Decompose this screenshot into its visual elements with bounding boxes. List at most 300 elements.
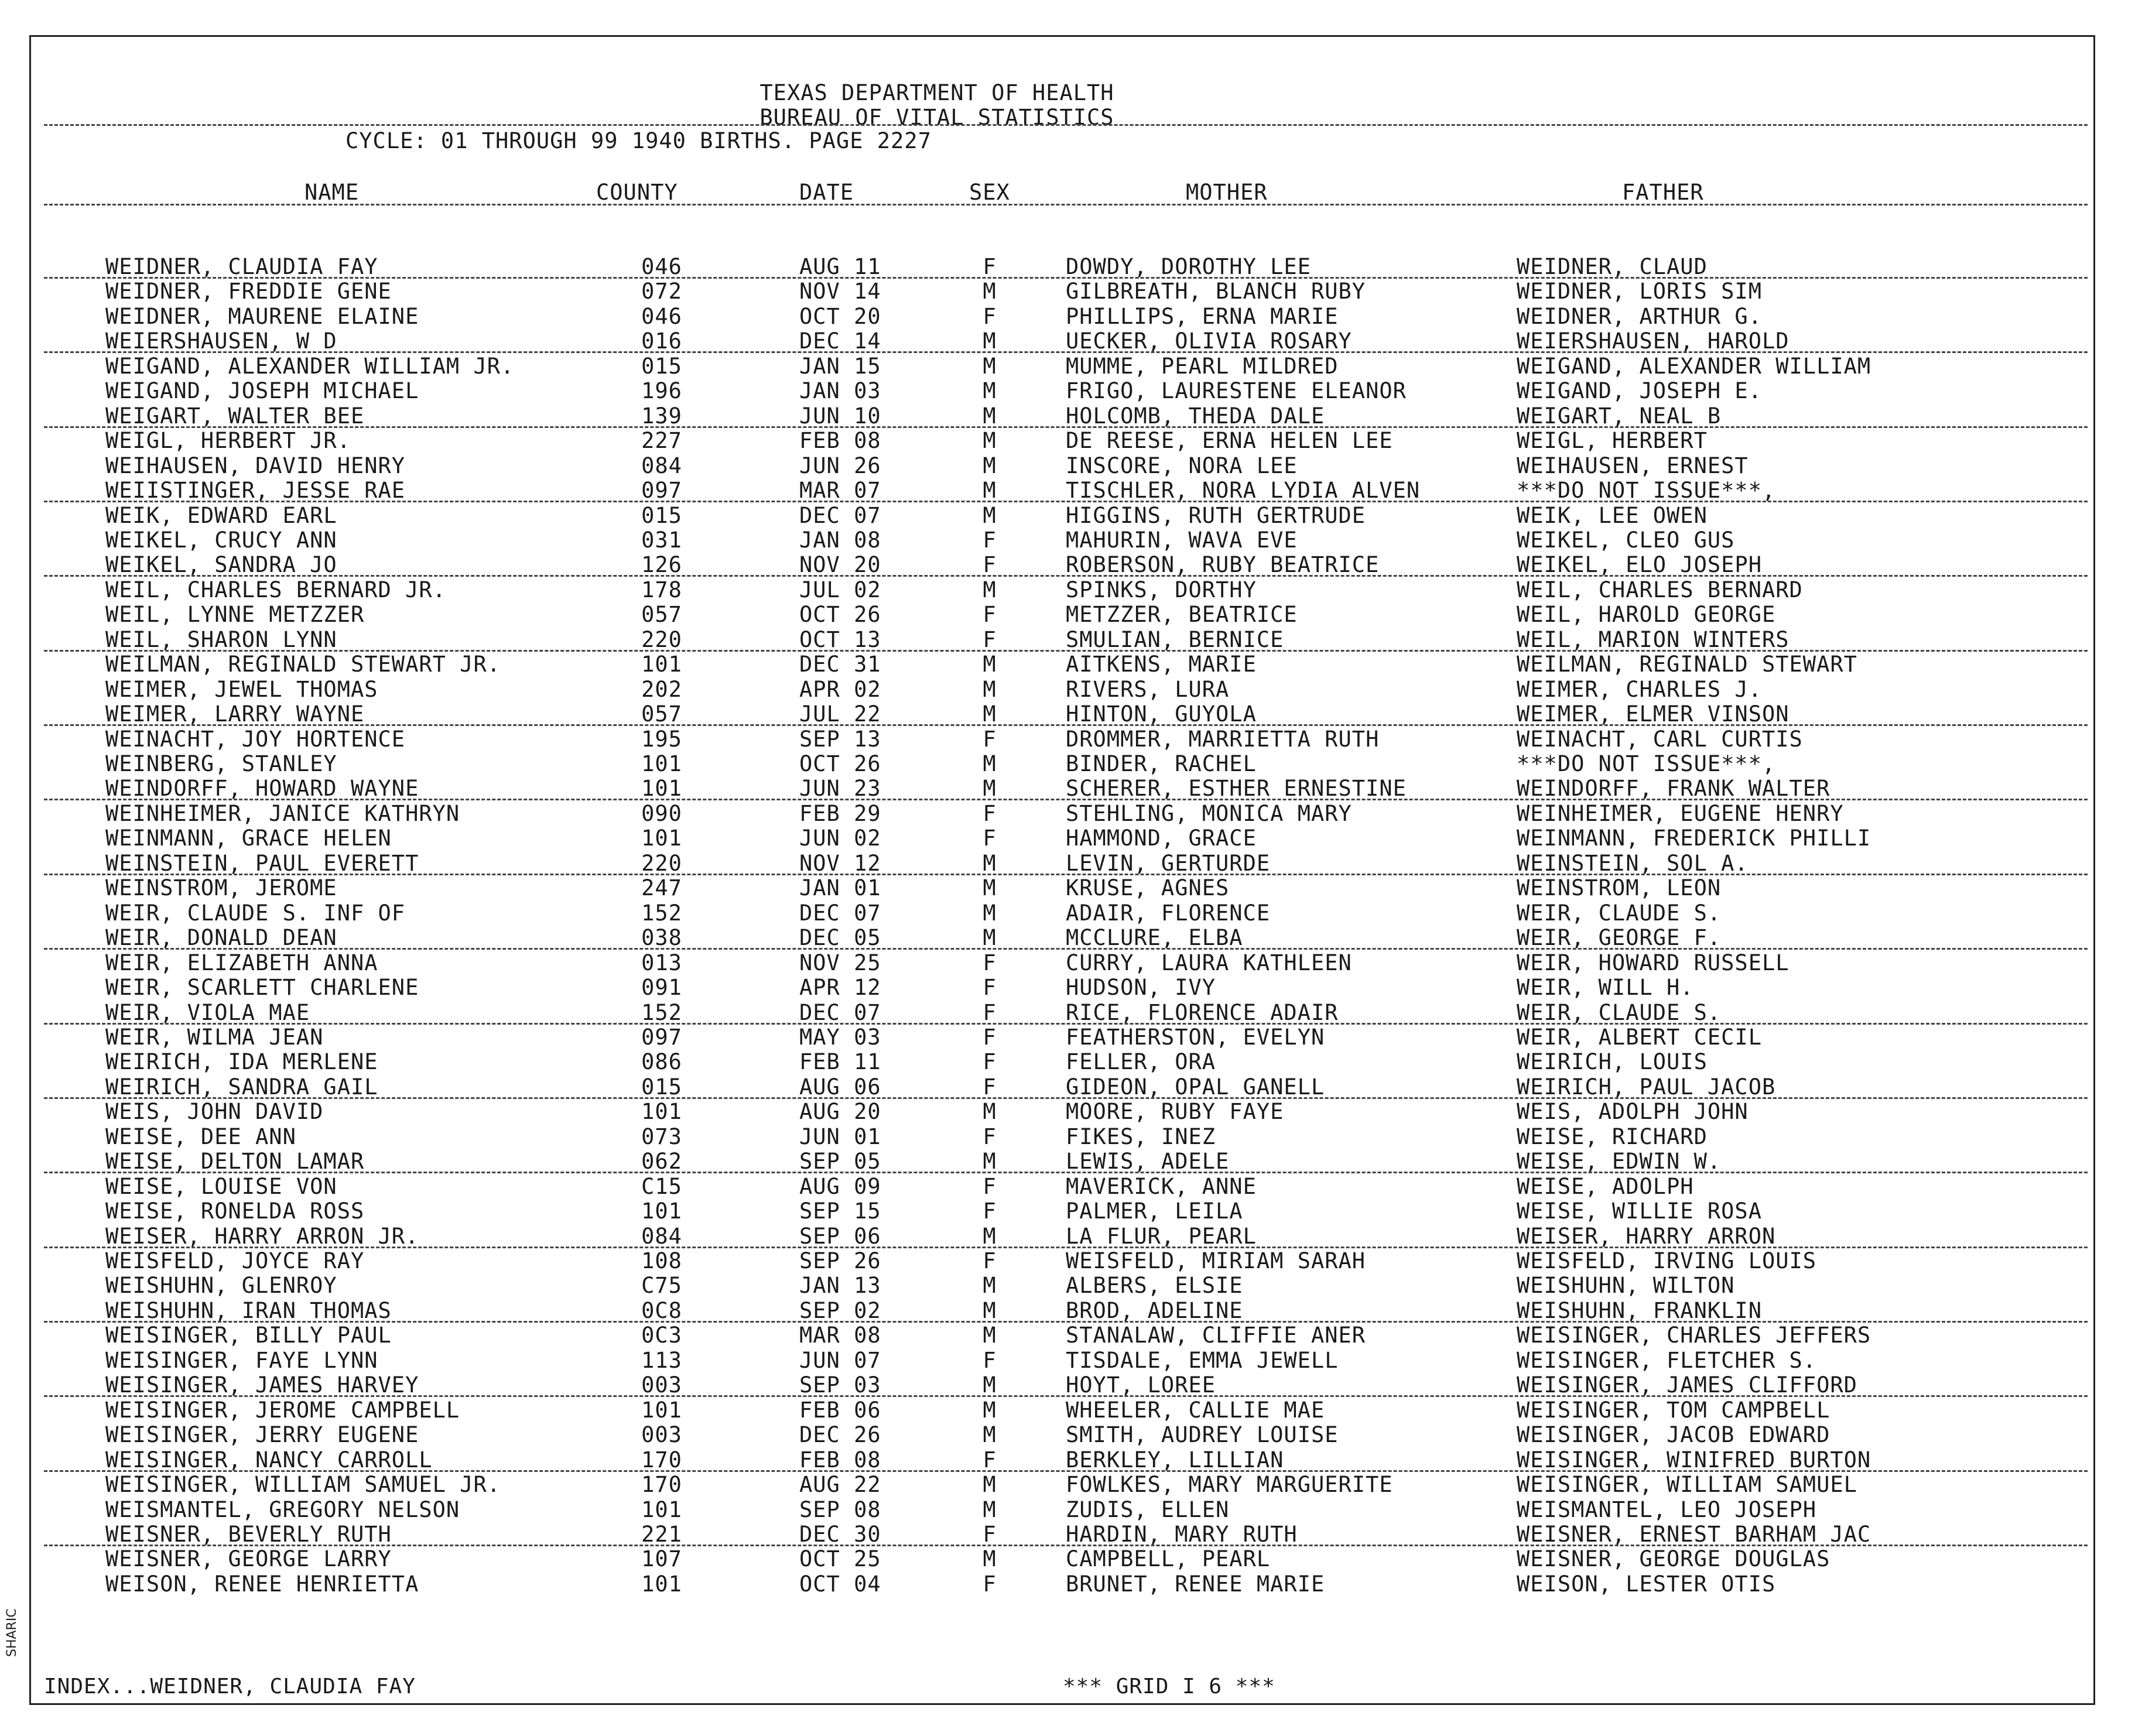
record-date: APR 12	[799, 975, 881, 1001]
record-name: WEIR, DONALD DEAN	[105, 925, 337, 951]
record-father: ***DO NOT ISSUE***,	[1517, 478, 1776, 504]
row-group-divider	[44, 575, 2088, 577]
record-sex: F	[983, 1521, 997, 1547]
record-sex: F	[983, 1347, 997, 1373]
record-father: WEIL, HAROLD GEORGE	[1517, 602, 1776, 628]
record-father: WEIS, ADOLPH JOHN	[1517, 1099, 1749, 1125]
record-date: OCT 25	[799, 1546, 881, 1572]
record-date: SEP 03	[799, 1372, 881, 1398]
record-date: JAN 01	[799, 875, 881, 901]
record-date: AUG 11	[799, 254, 881, 279]
record-father: WEISER, HARRY ARRON	[1517, 1223, 1776, 1249]
record-sex: F	[983, 254, 997, 279]
record-date: DEC 26	[799, 1422, 881, 1448]
record-sex: F	[983, 975, 997, 1001]
record-county: 038	[641, 925, 682, 951]
side-label: SHARIC	[5, 1608, 19, 1657]
record-date: JAN 13	[799, 1273, 881, 1299]
record-sex: M	[983, 1397, 997, 1423]
record-mother: BINDER, RACHEL	[1066, 751, 1257, 776]
record-county: 101	[641, 1571, 682, 1597]
record-mother: CURRY, LAURA KATHLEEN	[1066, 950, 1352, 975]
record-mother: BERKLEY, LILLIAN	[1066, 1447, 1284, 1473]
record-county: 101	[641, 776, 682, 802]
record-sex: M	[983, 577, 997, 602]
record-father: WEIR, CLAUDE S.	[1517, 999, 1722, 1025]
record-name: WEISE, DEE ANN	[105, 1124, 296, 1149]
record-date: JUN 26	[799, 453, 881, 478]
record-county: 101	[641, 1397, 682, 1423]
record-name: WEISINGER, WILLIAM SAMUEL JR.	[105, 1472, 501, 1498]
record-father: WEIR, ALBERT CECIL	[1517, 1024, 1762, 1050]
record-mother: SPINKS, DORTHY	[1066, 577, 1257, 602]
record-sex: M	[983, 1099, 997, 1125]
record-father: WEISFELD, IRVING LOUIS	[1517, 1248, 1817, 1273]
record-mother: PALMER, LEILA	[1066, 1199, 1243, 1224]
record-name: WEIL, SHARON LYNN	[105, 626, 337, 652]
record-name: WEINSTEIN, PAUL EVERETT	[105, 850, 419, 876]
record-father: WEIRICH, PAUL JACOB	[1517, 1074, 1776, 1100]
row-group-divider	[44, 724, 2088, 726]
record-name: WEISINGER, FAYE LYNN	[105, 1347, 378, 1373]
record-sex: M	[983, 279, 997, 304]
record-county: 220	[641, 850, 682, 876]
record-name: WEIKEL, SANDRA JO	[105, 552, 337, 578]
record-sex: M	[983, 751, 997, 776]
record-mother: TISDALE, EMMA JEWELL	[1066, 1347, 1339, 1373]
record-name: WEISINGER, JEROME CAMPBELL	[105, 1397, 460, 1423]
record-sex: M	[983, 403, 997, 429]
record-mother: MOORE, RUBY FAYE	[1066, 1099, 1284, 1125]
record-sex: M	[983, 1323, 997, 1348]
record-name: WEIK, EDWARD EARL	[105, 502, 337, 528]
record-father: WEIL, MARION WINTERS	[1517, 626, 1790, 652]
record-father: WEIMER, ELMER VINSON	[1517, 701, 1790, 727]
record-county: 072	[641, 279, 682, 304]
record-name: WEIGL, HERBERT JR.	[105, 428, 351, 454]
record-mother: WHEELER, CALLIE MAE	[1066, 1397, 1325, 1423]
record-sex: F	[983, 1049, 997, 1075]
record-date: SEP 26	[799, 1248, 881, 1273]
record-sex: F	[983, 1024, 997, 1050]
col-header-date: DATE	[799, 180, 854, 205]
record-mother: HIGGINS, RUTH GERTRUDE	[1066, 502, 1366, 528]
record-date: JAN 08	[799, 527, 881, 553]
record-father: WEIGL, HERBERT	[1517, 428, 1708, 454]
record-sex: M	[983, 701, 997, 727]
record-sex: F	[983, 1447, 997, 1473]
record-county: 101	[641, 652, 682, 677]
record-name: WEIGAND, JOSEPH MICHAEL	[105, 378, 419, 404]
record-mother: KRUSE, AGNES	[1066, 875, 1230, 901]
record-county: 227	[641, 428, 682, 454]
record-name: WEINDORFF, HOWARD WAYNE	[105, 776, 419, 802]
record-date: SEP 05	[799, 1149, 881, 1175]
record-name: WEINMANN, GRACE HELEN	[105, 826, 392, 851]
record-mother: MUMME, PEARL MILDRED	[1066, 353, 1339, 379]
record-name: WEIISTINGER, JESSE RAE	[105, 478, 406, 504]
record-county: 015	[641, 353, 682, 379]
record-county: 003	[641, 1422, 682, 1448]
record-father: WEISMANTEL, LEO JOSEPH	[1517, 1497, 1817, 1522]
record-father: WEISINGER, WINIFRED BURTON	[1517, 1447, 1871, 1473]
record-county: 013	[641, 950, 682, 975]
record-father: WEISINGER, WILLIAM SAMUEL	[1517, 1472, 1857, 1498]
record-county: 113	[641, 1347, 682, 1373]
record-mother: INSCORE, NORA LEE	[1066, 453, 1298, 478]
record-mother: UECKER, OLIVIA ROSARY	[1066, 328, 1352, 354]
record-mother: METZZER, BEATRICE	[1066, 602, 1298, 628]
record-mother: LEVIN, GERTURDE	[1066, 850, 1271, 876]
record-county: 170	[641, 1472, 682, 1498]
record-name: WEINBERG, STANLEY	[105, 751, 337, 776]
record-sex: F	[983, 1173, 997, 1199]
index-label: INDEX...WEIDNER, CLAUDIA FAY	[44, 1675, 416, 1699]
record-date: SEP 15	[799, 1199, 881, 1224]
record-date: MAY 03	[799, 1024, 881, 1050]
record-name: WEISINGER, NANCY CARROLL	[105, 1447, 433, 1473]
record-date: NOV 25	[799, 950, 881, 975]
record-mother: FELLER, ORA	[1066, 1049, 1216, 1075]
record-father: WEINHEIMER, EUGENE HENRY	[1517, 800, 1844, 826]
record-mother: ADAIR, FLORENCE	[1066, 900, 1271, 926]
record-name: WEIRICH, SANDRA GAIL	[105, 1074, 378, 1100]
record-date: SEP 06	[799, 1223, 881, 1249]
record-mother: WEISFELD, MIRIAM SARAH	[1066, 1248, 1366, 1273]
record-sex: F	[983, 1199, 997, 1224]
record-father: WEINDORFF, FRANK WALTER	[1517, 776, 1831, 802]
record-name: WEIKEL, CRUCY ANN	[105, 527, 337, 553]
record-father: WEIMER, CHARLES J.	[1517, 676, 1762, 702]
col-header-county: COUNTY	[596, 180, 678, 205]
record-name: WEIDNER, MAURENE ELAINE	[105, 303, 419, 329]
record-name: WEISINGER, BILLY PAUL	[105, 1323, 392, 1348]
record-mother: FRIGO, LAURESTENE ELEANOR	[1066, 378, 1407, 404]
record-name: WEISMANTEL, GREGORY NELSON	[105, 1497, 460, 1522]
record-mother: MCCLURE, ELBA	[1066, 925, 1243, 951]
record-mother: MAHURIN, WAVA EVE	[1066, 527, 1298, 553]
row-group-divider	[44, 799, 2088, 800]
record-name: WEILMAN, REGINALD STEWART JR.	[105, 652, 501, 677]
record-sex: M	[983, 875, 997, 901]
record-county: 247	[641, 875, 682, 901]
record-name: WEISHUHN, IRAN THOMAS	[105, 1297, 392, 1323]
record-sex: F	[983, 602, 997, 628]
record-date: DEC 05	[799, 925, 881, 951]
record-mother: MAVERICK, ANNE	[1066, 1173, 1257, 1199]
record-date: MAR 08	[799, 1323, 881, 1348]
record-date: DEC 07	[799, 900, 881, 926]
record-mother: DOWDY, DOROTHY LEE	[1066, 254, 1311, 279]
record-date: JUN 10	[799, 403, 881, 429]
record-father: WEIR, WILL H.	[1517, 975, 1694, 1001]
record-name: WEISER, HARRY ARRON JR.	[105, 1223, 419, 1249]
record-father: WEISE, RICHARD	[1517, 1124, 1708, 1149]
record-sex: F	[983, 303, 997, 329]
record-date: DEC 07	[799, 502, 881, 528]
header-divider	[44, 124, 2088, 126]
record-sex: F	[983, 1074, 997, 1100]
record-sex: M	[983, 1297, 997, 1323]
record-county: 220	[641, 626, 682, 652]
record-name: WEISE, RONELDA ROSS	[105, 1199, 365, 1224]
record-mother: RIVERS, LURA	[1066, 676, 1230, 702]
record-sex: M	[983, 1223, 997, 1249]
record-sex: F	[983, 1124, 997, 1149]
record-county: 057	[641, 602, 682, 628]
record-father: WEIGAND, JOSEPH E.	[1517, 378, 1762, 404]
record-mother: BROD, ADELINE	[1066, 1297, 1243, 1323]
record-father: WEIL, CHARLES BERNARD	[1517, 577, 1803, 602]
record-name: WEIR, SCARLETT CHARLENE	[105, 975, 419, 1001]
record-sex: M	[983, 478, 997, 504]
record-sex: F	[983, 826, 997, 851]
record-sex: F	[983, 1248, 997, 1273]
record-date: SEP 08	[799, 1497, 881, 1522]
record-county: 097	[641, 1024, 682, 1050]
record-date: FEB 29	[799, 800, 881, 826]
record-date: OCT 13	[799, 626, 881, 652]
record-mother: FEATHERSTON, EVELYN	[1066, 1024, 1325, 1050]
record-county: 073	[641, 1124, 682, 1149]
record-mother: HOYT, LOREE	[1066, 1372, 1216, 1398]
record-mother: SCHERER, ESTHER ERNESTINE	[1066, 776, 1407, 802]
record-county: 126	[641, 552, 682, 578]
record-date: JUN 01	[799, 1124, 881, 1149]
record-date: FEB 08	[799, 1447, 881, 1473]
record-county: 196	[641, 378, 682, 404]
record-county: 101	[641, 751, 682, 776]
record-mother: ZUDIS, ELLEN	[1066, 1497, 1230, 1522]
record-name: WEINSTROM, JEROME	[105, 875, 337, 901]
record-date: DEC 07	[799, 999, 881, 1025]
record-sex: M	[983, 900, 997, 926]
record-sex: F	[983, 626, 997, 652]
record-sex: F	[983, 527, 997, 553]
record-date: SEP 02	[799, 1297, 881, 1323]
record-sex: M	[983, 502, 997, 528]
record-name: WEIDNER, CLAUDIA FAY	[105, 254, 378, 279]
record-date: MAR 07	[799, 478, 881, 504]
record-father: WEIR, GEORGE F.	[1517, 925, 1722, 951]
record-mother: LA FLUR, PEARL	[1066, 1223, 1257, 1249]
record-father: WEIK, LEE OWEN	[1517, 502, 1708, 528]
col-header-name: NAME	[304, 180, 360, 205]
record-date: OCT 04	[799, 1571, 881, 1597]
record-father: WEIERSHAUSEN, HAROLD	[1517, 328, 1790, 354]
record-name: WEIL, CHARLES BERNARD JR.	[105, 577, 446, 602]
record-sex: M	[983, 776, 997, 802]
grid-label: *** GRID I 6 ***	[1063, 1675, 1275, 1699]
record-county: C75	[641, 1273, 682, 1299]
record-county: 101	[641, 1099, 682, 1125]
record-sex: M	[983, 1546, 997, 1572]
record-date: JUN 02	[799, 826, 881, 851]
record-name: WEINACHT, JOY HORTENCE	[105, 726, 406, 752]
record-mother: GILBREATH, BLANCH RUBY	[1066, 279, 1366, 304]
record-father: WEIDNER, ARTHUR G.	[1517, 303, 1762, 329]
record-mother: STANALAW, CLIFFIE ANER	[1066, 1323, 1366, 1348]
record-father: WEISNER, GEORGE DOUGLAS	[1517, 1546, 1831, 1572]
record-date: JAN 03	[799, 378, 881, 404]
record-date: FEB 08	[799, 428, 881, 454]
record-name: WEIMER, JEWEL THOMAS	[105, 676, 378, 702]
record-father: WEILMAN, REGINALD STEWART	[1517, 652, 1857, 677]
record-mother: BRUNET, RENEE MARIE	[1066, 1571, 1325, 1597]
record-name: WEIR, VIOLA MAE	[105, 999, 310, 1025]
record-father: WEISINGER, JACOB EDWARD	[1517, 1422, 1831, 1448]
record-father: WEIDNER, CLAUD	[1517, 254, 1708, 279]
record-father: WEIR, HOWARD RUSSELL	[1517, 950, 1790, 975]
record-date: DEC 31	[799, 652, 881, 677]
record-mother: SMITH, AUDREY LOUISE	[1066, 1422, 1339, 1448]
record-sex: M	[983, 1149, 997, 1175]
record-county: 108	[641, 1248, 682, 1273]
record-county: 015	[641, 502, 682, 528]
record-name: WEIHAUSEN, DAVID HENRY	[105, 453, 406, 478]
record-county: 031	[641, 527, 682, 553]
record-date: AUG 20	[799, 1099, 881, 1125]
cycle-line: CYCLE: 01 THROUGH 99 1940 BIRTHS. PAGE 2227	[345, 128, 932, 153]
header-subtitle: BUREAU OF VITAL STATISTICS	[759, 105, 1114, 130]
record-mother: ALBERS, ELSIE	[1066, 1273, 1243, 1299]
record-mother: FOWLKES, MARY MARGUERITE	[1066, 1472, 1393, 1498]
record-mother: DROMMER, MARRIETTA RUTH	[1066, 726, 1380, 752]
record-county: 016	[641, 328, 682, 354]
record-sex: M	[983, 428, 997, 454]
col-header-father: FATHER	[1622, 180, 1704, 205]
record-father: WEISINGER, JAMES CLIFFORD	[1517, 1372, 1857, 1398]
record-mother: AITKENS, MARIE	[1066, 652, 1257, 677]
record-date: JUN 07	[799, 1347, 881, 1373]
record-county: 097	[641, 478, 682, 504]
col-header-mother: MOTHER	[1186, 180, 1268, 205]
record-father: ***DO NOT ISSUE***,	[1517, 751, 1776, 776]
record-county: 046	[641, 303, 682, 329]
record-name: WEINHEIMER, JANICE KATHRYN	[105, 800, 460, 826]
row-group-divider	[44, 501, 2088, 502]
record-sex: M	[983, 652, 997, 677]
record-father: WEIKEL, ELO JOSEPH	[1517, 552, 1762, 578]
record-county: 0C8	[641, 1297, 682, 1323]
record-mother: HOLCOMB, THEDA DALE	[1066, 403, 1325, 429]
col-header-sex: SEX	[969, 180, 1010, 205]
record-name: WEIGAND, ALEXANDER WILLIAM JR.	[105, 353, 515, 379]
record-county: 090	[641, 800, 682, 826]
record-county: 0C3	[641, 1323, 682, 1348]
record-date: DEC 30	[799, 1521, 881, 1547]
record-date: JAN 15	[799, 353, 881, 379]
record-county: 062	[641, 1149, 682, 1175]
record-date: FEB 06	[799, 1397, 881, 1423]
record-name: WEISINGER, JERRY EUGENE	[105, 1422, 419, 1448]
record-father: WEIGAND, ALEXANDER WILLIAM	[1517, 353, 1871, 379]
record-name: WEISE, LOUISE VON	[105, 1173, 337, 1199]
record-date: SEP 13	[799, 726, 881, 752]
record-sex: F	[983, 552, 997, 578]
record-name: WEIR, CLAUDE S. INF OF	[105, 900, 406, 926]
record-date: APR 02	[799, 676, 881, 702]
record-date: FEB 11	[799, 1049, 881, 1075]
record-sex: M	[983, 925, 997, 951]
record-date: OCT 26	[799, 602, 881, 628]
record-name: WEISE, DELTON LAMAR	[105, 1149, 365, 1175]
record-sex: M	[983, 1273, 997, 1299]
record-date: AUG 09	[799, 1173, 881, 1199]
record-mother: RICE, FLORENCE ADAIR	[1066, 999, 1339, 1025]
record-sex: M	[983, 1422, 997, 1448]
record-mother: ROBERSON, RUBY BEATRICE	[1066, 552, 1380, 578]
record-name: WEIMER, LARRY WAYNE	[105, 701, 365, 727]
record-sex: F	[983, 800, 997, 826]
record-father: WEIDNER, LORIS SIM	[1517, 279, 1762, 304]
record-name: WEISHUHN, GLENROY	[105, 1273, 337, 1299]
record-father: WEISHUHN, FRANKLIN	[1517, 1297, 1762, 1323]
record-father: WEIRICH, LOUIS	[1517, 1049, 1708, 1075]
record-county: 046	[641, 254, 682, 279]
record-father: WEISINGER, TOM CAMPBELL	[1517, 1397, 1831, 1423]
record-sex: M	[983, 1497, 997, 1522]
record-date: NOV 14	[799, 279, 881, 304]
row-group-divider	[44, 351, 2088, 353]
record-father: WEIKEL, CLEO GUS	[1517, 527, 1735, 553]
record-sex: F	[983, 999, 997, 1025]
record-county: 015	[641, 1074, 682, 1100]
record-father: WEISON, LESTER OTIS	[1517, 1571, 1776, 1597]
record-sex: M	[983, 1372, 997, 1398]
record-father: WEIR, CLAUDE S.	[1517, 900, 1722, 926]
record-county: 170	[641, 1447, 682, 1473]
record-sex: F	[983, 950, 997, 975]
record-county: 003	[641, 1372, 682, 1398]
record-father: WEIHAUSEN, ERNEST	[1517, 453, 1749, 478]
record-name: WEIL, LYNNE METZZER	[105, 602, 365, 628]
record-county: 195	[641, 726, 682, 752]
record-mother: DE REESE, ERNA HELEN LEE	[1066, 428, 1393, 454]
record-mother: SMULIAN, BERNICE	[1066, 626, 1284, 652]
record-mother: HUDSON, IVY	[1066, 975, 1216, 1001]
record-county: 202	[641, 676, 682, 702]
record-mother: FIKES, INEZ	[1066, 1124, 1216, 1149]
record-date: AUG 22	[799, 1472, 881, 1498]
record-father: WEISE, ADOLPH	[1517, 1173, 1694, 1199]
record-county: 101	[641, 1199, 682, 1224]
header-title: TEXAS DEPARTMENT OF HEALTH	[759, 80, 1114, 105]
record-county: 057	[641, 701, 682, 727]
record-county: C15	[641, 1173, 682, 1199]
record-date: NOV 12	[799, 850, 881, 876]
record-date: JUL 22	[799, 701, 881, 727]
record-date: JUN 23	[799, 776, 881, 802]
record-county: 152	[641, 900, 682, 926]
record-father: WEINMANN, FREDERICK PHILLI	[1517, 826, 1871, 851]
record-county: 084	[641, 1223, 682, 1249]
record-name: WEIR, WILMA JEAN	[105, 1024, 324, 1050]
record-mother: TISCHLER, NORA LYDIA ALVEN	[1066, 478, 1421, 504]
record-name: WEIS, JOHN DAVID	[105, 1099, 324, 1125]
record-father: WEISE, EDWIN W.	[1517, 1149, 1722, 1175]
record-father: WEISINGER, CHARLES JEFFERS	[1517, 1323, 1871, 1348]
record-mother: HINTON, GUYOLA	[1066, 701, 1257, 727]
record-name: WEIRICH, IDA MERLENE	[105, 1049, 378, 1075]
record-sex: M	[983, 353, 997, 379]
record-county: 139	[641, 403, 682, 429]
record-name: WEIERSHAUSEN, W D	[105, 328, 337, 354]
record-name: WEISFELD, JOYCE RAY	[105, 1248, 365, 1273]
record-sex: M	[983, 1472, 997, 1498]
record-name: WEISINGER, JAMES HARVEY	[105, 1372, 419, 1398]
record-mother: GIDEON, OPAL GANELL	[1066, 1074, 1325, 1100]
